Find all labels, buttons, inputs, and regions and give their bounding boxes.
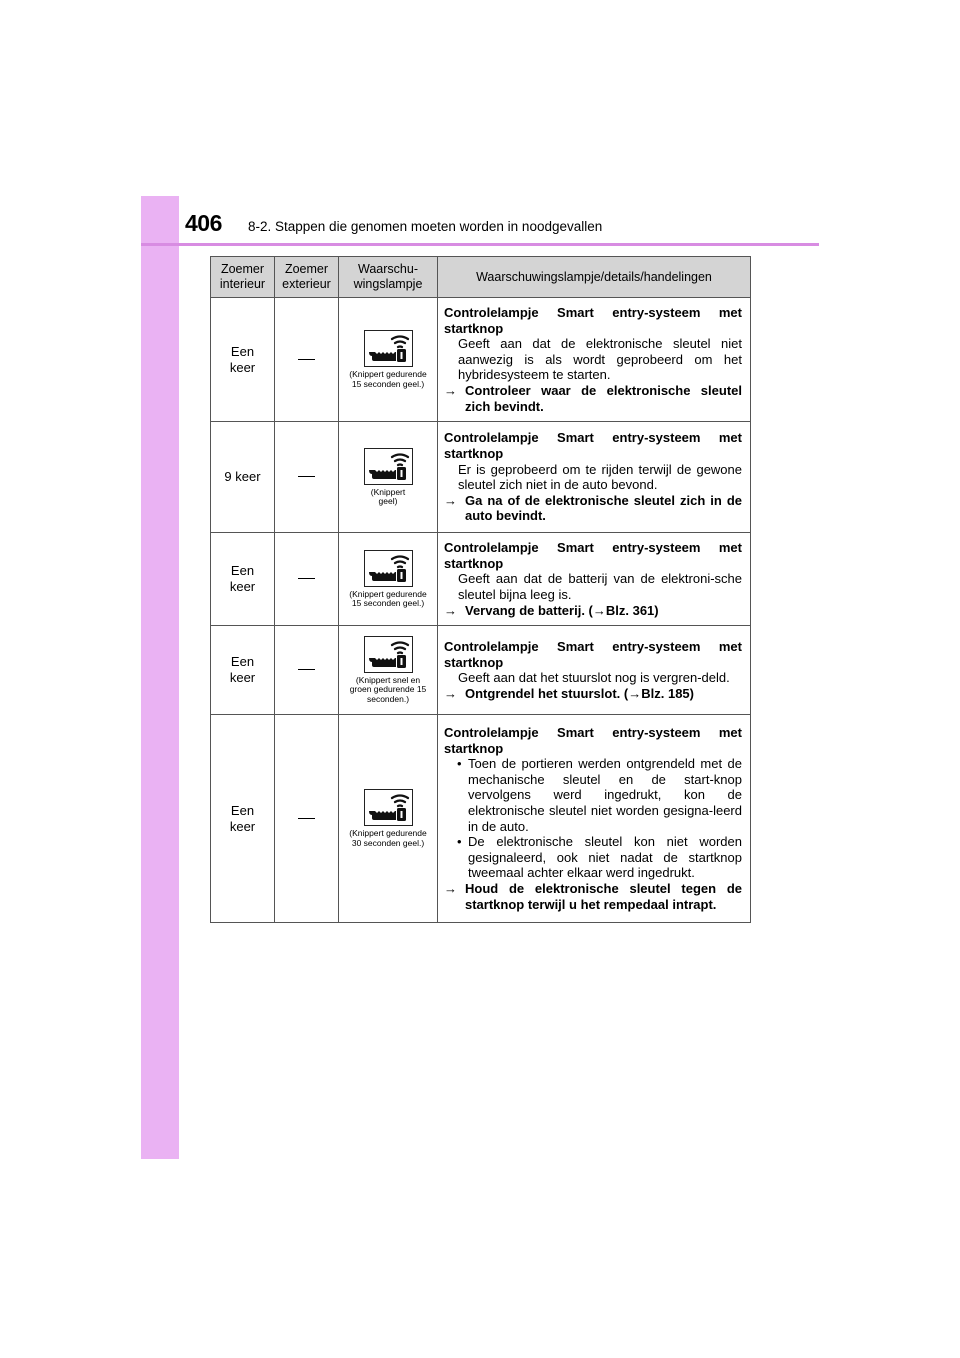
lamp-description: Er is geprobeerd om te rijden terwijl de gewone sleutel zich niet in de auto bevond.: [458, 461, 742, 493]
warning-lamp-cell: [339, 626, 438, 715]
interior-buzzer-cell: Een keer: [211, 715, 275, 923]
table-header-row: [211, 257, 751, 298]
header-waarschuwingslampje: Waarschu- wingslampje: [339, 257, 438, 298]
none-dash: [298, 578, 315, 579]
table-row: [211, 715, 751, 923]
interior-buzzer-cell: Een keer: [211, 626, 275, 715]
exterior-buzzer-cell: [275, 533, 339, 626]
lamp-description: Geeft aan dat de elektronische sleutel niet aanwezig is als wordt geprobeerd om het hybridesysteem te starten.: [458, 336, 742, 383]
interior-buzzer-cell: Een keer: [211, 533, 275, 626]
table-row: [211, 533, 751, 626]
action-text: Ga na of de elektronische sleutel zich in de auto bevindt.: [465, 492, 742, 524]
warning-lamp-cell: [339, 715, 438, 923]
action-text: Vervang de batterij. (: [465, 602, 593, 618]
lamp-title: Controlelampje Smart entry-systeem met startknop: [444, 638, 742, 670]
details-cell: [438, 715, 751, 923]
header-zoemer-interieur: Zoemer interieur: [211, 257, 275, 298]
list-item: • Toen de portieren werden ontgrendeld met de mechanische sleutel en de start-knop vervolgens werd ingedrukt, kon de elektronische sleutel niet worden gesigna-leerd in de auto.: [444, 756, 742, 834]
arrow-right-icon: →: [444, 382, 457, 398]
exterior-buzzer-cell: [275, 715, 339, 923]
header-divider: [141, 243, 819, 246]
interior-buzzer-cell: Een keer: [211, 298, 275, 422]
exterior-buzzer-cell: [275, 298, 339, 422]
arrow-right-icon: →: [444, 492, 457, 508]
action-instruction: [444, 383, 742, 414]
lamp-title: Controlelampje Smart entry-systeem met startknop: [444, 725, 742, 756]
details-cell: [438, 626, 751, 715]
lamp-note: (Knippert gedurende 15 seconden geel.): [349, 588, 427, 609]
details-cell: [438, 422, 751, 533]
smart-key-icon: [364, 330, 413, 367]
action-instruction: [444, 881, 742, 912]
header-details: Waarschuwingslampje/details/handelingen: [438, 257, 751, 298]
smart-key-icon: [364, 789, 413, 826]
none-dash: [298, 359, 315, 360]
table-row: [211, 422, 751, 533]
warning-lamp-cell: [339, 298, 438, 422]
arrow-right-icon: →: [592, 602, 606, 618]
lamp-title: Controlelampje Smart entry-systeem met startknop: [444, 305, 742, 336]
page-number: 406: [185, 210, 222, 236]
list-item: • De elektronische sleutel kon niet worden gesignaleerd, ook niet nadat de startknop tweemaal achter elkaar werd ingedrukt.: [444, 834, 742, 881]
exterior-buzzer-cell: [275, 626, 339, 715]
arrow-right-icon: →: [444, 685, 457, 701]
action-text: Controleer waar de elektronische sleutel zich bevindt.: [465, 382, 742, 414]
lamp-description: Geeft aan dat het stuurslot nog is vergren-deld.: [458, 670, 730, 686]
none-dash: [298, 818, 315, 819]
action-text: Ontgrendel het stuurslot. (: [465, 685, 629, 701]
details-cell: [438, 533, 751, 626]
arrow-right-icon: →: [628, 685, 642, 701]
none-dash: [298, 669, 315, 670]
lamp-title: Controlelampje Smart entry-systeem met startknop: [444, 430, 742, 461]
table-row: [211, 298, 751, 422]
chapter-side-tab: [141, 196, 179, 1159]
action-instruction: [444, 686, 742, 702]
lamp-title: Controlelampje Smart entry-systeem met startknop: [444, 540, 742, 571]
smart-key-icon: [364, 636, 413, 673]
none-dash: [298, 476, 315, 477]
action-text: Houd de elektronische sleutel tegen de startknop terwijl u het rempedaal intrapt.: [465, 881, 742, 912]
lamp-note: (Knippert gedurende 30 seconden geel.): [349, 828, 427, 848]
lamp-description: Geeft aan dat de batterij van de elektroni-sche sleutel bijna leeg is.: [458, 571, 742, 602]
cause-list: [444, 756, 742, 881]
lamp-note: (Knippert gedurende 15 seconden geel.): [349, 369, 427, 389]
lamp-note: (Knippert geel): [370, 486, 406, 507]
table-row: [211, 626, 751, 715]
arrow-right-icon: →: [444, 881, 457, 897]
action-instruction: [444, 493, 742, 524]
smart-key-icon: [364, 550, 413, 587]
details-cell: [438, 298, 751, 422]
arrow-right-icon: →: [444, 602, 457, 618]
warning-lamp-cell: [339, 533, 438, 626]
exterior-buzzer-cell: [275, 422, 339, 533]
page-reference[interactable]: Blz. 185): [641, 685, 694, 701]
action-instruction: [444, 603, 742, 619]
smart-key-icon: [364, 448, 413, 485]
page-reference[interactable]: Blz. 361): [605, 602, 659, 618]
warning-table: [210, 256, 751, 923]
section-title: 8-2. Stappen die genomen moeten worden in noodgevallen: [248, 219, 603, 234]
warning-lamp-cell: [339, 422, 438, 533]
header-zoemer-exterieur: Zoemer exterieur: [275, 257, 339, 298]
interior-buzzer-cell: 9 keer: [211, 422, 275, 533]
lamp-note: (Knippert snel en groen gedurende 15 seconden.): [349, 674, 427, 704]
